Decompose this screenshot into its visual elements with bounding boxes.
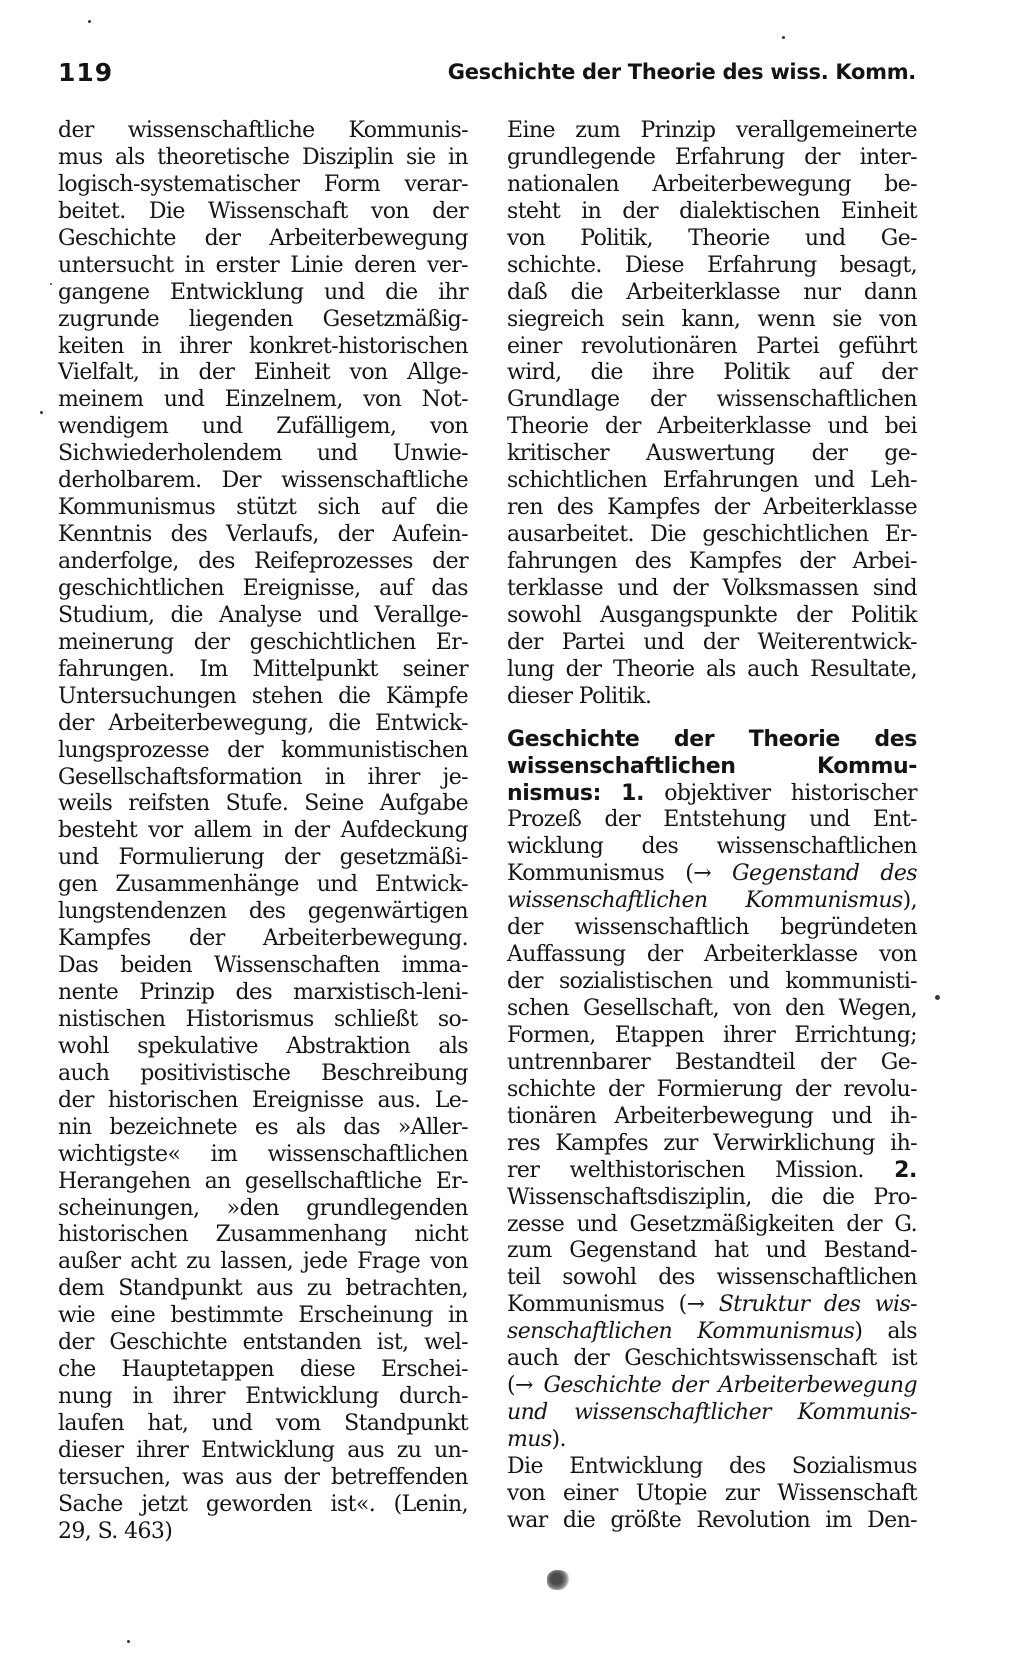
entry-line: wicklung des wissenschaftlichen [507, 834, 917, 860]
text-line: kritischer Auswertung der ge- [507, 441, 917, 467]
scan-speck [935, 995, 940, 1000]
text-line: wichtigste« im wissenschaftlichen [58, 1141, 468, 1167]
text-line: der Geschichte entstanden ist, wel- [58, 1330, 468, 1356]
sense-number-1: 1. [621, 780, 645, 806]
text-line: der historischen Ereignisse aus. Le- [58, 1087, 468, 1113]
cross-reference: senschaftlichen Kommunismus [507, 1319, 855, 1345]
entry-text: Kommunismus ( [507, 1292, 687, 1318]
entry-line: zesse und Gesetzmäßigkeiten der G. [507, 1211, 917, 1237]
text-line: laufen hat, und vom Standpunkt [58, 1411, 468, 1436]
text-line: terklasse und der Volksmassen sind [507, 575, 917, 601]
text-line: tersuchen, was aus der betreffenden [58, 1464, 468, 1490]
entry-text: ) als [854, 1319, 917, 1345]
right-column [507, 118, 917, 1535]
cross-reference: Geschichte der Arbeiterbewegung [543, 1373, 917, 1399]
text-line: anderfolge, des Reifeprozesses der [58, 549, 468, 574]
text-line: Studium, die Analyse und Verallge- [58, 602, 468, 628]
text-line: fahrungen des Kampfes der Arbei- [507, 549, 917, 574]
entry-line: auch der Geschichtswissenschaft ist [507, 1346, 917, 1372]
entry-line [507, 1292, 917, 1319]
text-line: Untersuchungen stehen die Kämpfe [58, 683, 468, 709]
scan-speck [782, 36, 785, 39]
text-line: Sache jetzt geworden ist«. (Lenin, [58, 1491, 468, 1517]
ink-blot [547, 1570, 571, 1590]
text-line: weils reifsten Stufe. Seine Aufgabe [58, 791, 468, 817]
text-line: ausarbeitet. Die geschichtlichen Er- [507, 522, 917, 548]
text-line: daß die Arbeiterklasse nur dann [507, 279, 917, 305]
running-head: Geschichte der Theorie des wiss. Komm. [447, 60, 916, 84]
text-line: nin bezeichnete es als das »Aller- [58, 1114, 468, 1140]
text-line: der Arbeiterbewegung, die Entwick- [58, 710, 468, 736]
text-line: beitet. Die Wissenschaft von der [58, 198, 468, 224]
text-line: Herangehen an gesellschaftliche Er- [58, 1168, 468, 1194]
text-line: Kenntnis des Verlaufs, der Aufein- [58, 522, 468, 548]
entry-text: ( [507, 1373, 515, 1399]
text-line: meinem und Einzelnem, von Not- [58, 387, 468, 413]
cross-reference: Gegenstand des [732, 861, 917, 887]
entry-line [507, 1319, 917, 1346]
text-line: geschichtlichen Ereignisse, auf das [58, 575, 468, 601]
text-line: Das beiden Wissenschaften imma- [58, 953, 468, 979]
text-line: meinerung der geschichtlichen Er- [58, 629, 468, 655]
scan-speck [88, 20, 91, 23]
text-line: besteht vor allem in der Aufdeckung [58, 818, 468, 844]
text-line: wohl spekulative Abstraktion als [58, 1033, 468, 1059]
entry-line: zum Gegenstand hat und Bestand- [507, 1238, 917, 1264]
text-line: 29, S. 463) [58, 1518, 173, 1544]
entry-line [507, 781, 917, 808]
entry-line [507, 888, 917, 915]
text-line: Kampfes der Arbeiterbewegung. [58, 926, 468, 952]
cross-reference: wissenschaftlichen Kommunismus [507, 888, 903, 914]
sense-number-2: 2. [894, 1157, 917, 1183]
text-line: schichte. Diese Erfahrung besagt, [507, 252, 917, 278]
text-line: untersucht in erster Linie deren ver- [58, 252, 468, 278]
text-line: lungsprozesse der kommunistischen [58, 737, 468, 763]
text-line: außer acht zu lassen, jede Frage von [58, 1249, 468, 1275]
text-line: der wissenschaftliche Kommunis- [58, 118, 468, 143]
text-line: von Politik, Theorie und Ge- [507, 225, 917, 251]
text-line: gen Zusammenhänge und Entwick- [58, 872, 468, 898]
paragraph-development-of-socialism [507, 1454, 917, 1535]
entry-line: schichte der Formierung der revolu- [507, 1076, 917, 1102]
cross-reference-arrow: → [693, 861, 712, 887]
entry-line [507, 1158, 917, 1185]
text-line: Theorie der Arbeiterklasse und bei [507, 414, 917, 440]
entry-line [507, 1400, 917, 1427]
text-line: Kommunismus stützt sich auf die [58, 495, 468, 521]
scan-speck [50, 283, 52, 285]
cross-reference: und wissenschaftlicher Kommunis- [507, 1400, 917, 1426]
text-line: dieser ihrer Entwicklung aus zu un- [58, 1437, 468, 1463]
text-line: lungstendenzen des gegenwärtigen [58, 899, 468, 925]
text-line: war die größte Revolution im Den- [507, 1507, 917, 1533]
text-line: Grundlage der wissenschaftlichen [507, 387, 917, 413]
entry-line: der wissenschaftlich begründeten [507, 915, 917, 941]
text-line: logisch-systematischer Form verar- [58, 171, 468, 197]
cross-reference-arrow: → [514, 1373, 533, 1399]
entry-text: rer welthistorischen Mission. [507, 1157, 864, 1183]
text-line: gangene Entwicklung und die ihr [58, 279, 468, 305]
entry-line: tionären Arbeiterbewegung und ih- [507, 1103, 917, 1129]
entry-line: untrennbarer Bestandteil der Ge- [507, 1049, 917, 1075]
text-line: sowohl Ausgangspunkte der Politik [507, 602, 917, 628]
scan-speck [40, 411, 43, 414]
text-line: auch positivistische Beschreibung [58, 1060, 468, 1086]
entry-line: Prozeß der Entstehung und Ent- [507, 807, 917, 833]
text-line: dem Standpunkt aus zu betrachten, [58, 1276, 468, 1302]
text-line: keiten in ihrer konkret-historischen [58, 333, 468, 359]
entry-text: Kommunismus ( [507, 861, 694, 887]
text-line: nistischen Historismus schließt so- [58, 1006, 468, 1032]
text-line: lung der Theorie als auch Resultate, [507, 656, 917, 682]
paragraph-gap [507, 711, 917, 727]
entry-line: Formen, Etappen ihrer Errichtung; [507, 1022, 917, 1048]
text-line: wie eine bestimmte Erscheinung in [58, 1303, 468, 1329]
text-line: Geschichte der Arbeiterbewegung [58, 225, 468, 251]
page-header [58, 58, 916, 92]
paragraph-political-experience [507, 118, 917, 711]
entry-line: Wissenschaftsdisziplin, die die Pro- [507, 1184, 917, 1210]
entry-line: Auffassung der Arbeiterklasse von [507, 942, 917, 968]
page-number: 119 [58, 58, 114, 87]
text-line: Sichwiederholendem und Unwie- [58, 441, 468, 467]
cross-reference: mus [507, 1427, 552, 1452]
text-line: zugrunde liegenden Gesetzmäßig- [58, 306, 468, 332]
text-line: Die Entwicklung des Sozialismus [507, 1453, 917, 1479]
entry-headword-line-3: nismus: [507, 780, 601, 806]
entry-line [507, 861, 917, 888]
entry-line [507, 1427, 917, 1454]
entry-line: res Kampfes zur Verwirklichung ih- [507, 1130, 917, 1156]
text-line: einer revolutionären Partei geführt [507, 333, 917, 359]
text-line: Eine zum Prinzip verallgemeinerte [507, 118, 917, 143]
text-line: derholbarem. Der wissenschaftliche [58, 468, 468, 494]
entry-headword-line-2: wissenschaftlichen Kommu- [507, 753, 917, 779]
text-line: nung in ihrer Entwicklung durch- [58, 1384, 468, 1410]
text-line: che Hauptetappen diese Erschei- [58, 1357, 468, 1383]
text-line: der Partei und der Weiterentwick- [507, 629, 917, 655]
text-line: historischen Zusammenhang nicht [58, 1222, 468, 1248]
entry-text: objektiver historischer [664, 780, 917, 806]
text-line: und Formulierung der gesetzmäßi- [58, 845, 468, 871]
entry-line: schen Gesellschaft, von den Wegen, [507, 996, 917, 1021]
left-column [58, 118, 468, 1546]
text-line: mus als theoretische Disziplin sie in [58, 144, 468, 170]
entry-text: ). [551, 1427, 566, 1452]
entry-text: ), [902, 888, 917, 914]
entry-line [507, 1373, 917, 1400]
scan-speck [127, 1640, 130, 1643]
text-line: nationalen Arbeiterbewegung be- [507, 171, 917, 197]
cross-reference-arrow: → [686, 1292, 705, 1318]
text-line: Vielfalt, in der Einheit von Allge- [58, 360, 468, 386]
text-line: wird, die ihre Politik auf der [507, 360, 917, 386]
entry-line: teil sowohl des wissenschaftlichen [507, 1265, 917, 1291]
text-line: grundlegende Erfahrung der inter- [507, 144, 917, 170]
text-line: steht in der dialektischen Einheit [507, 198, 917, 224]
text-line: von einer Utopie zur Wissenschaft [507, 1480, 917, 1506]
dictionary-entry [507, 727, 917, 1454]
cross-reference: Struktur des wis- [718, 1292, 917, 1318]
text-line: nente Prinzip des marxistisch-leni- [58, 980, 468, 1005]
entry-line: der sozialistischen und kommunisti- [507, 969, 917, 995]
text-line: ren des Kampfes der Arbeiterklasse [507, 495, 917, 521]
text-line: siegreich sein kann, wenn sie von [507, 306, 917, 332]
text-line: schichtlichen Erfahrungen und Leh- [507, 468, 917, 494]
text-line: fahrungen. Im Mittelpunkt seiner [58, 656, 468, 682]
text-line: dieser Politik. [507, 683, 652, 709]
text-line: scheinungen, »den grundlegenden [58, 1195, 468, 1221]
text-line: Gesellschaftsformation in ihrer je- [58, 764, 468, 790]
entry-headword-line-1: Geschichte der Theorie des [507, 726, 917, 752]
text-line: wendigem und Zufälligem, von [58, 414, 468, 440]
